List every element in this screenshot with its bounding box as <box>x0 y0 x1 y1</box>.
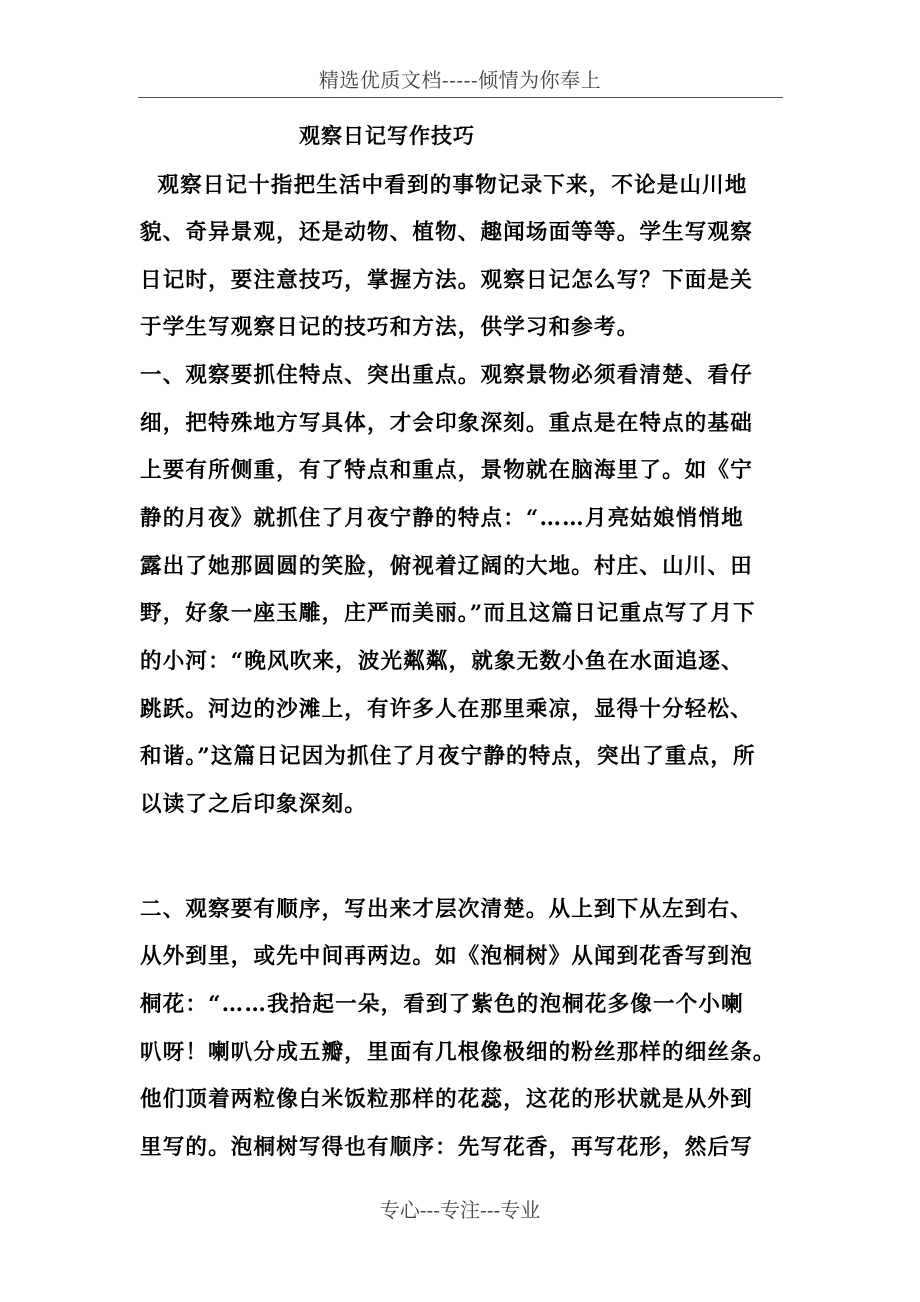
paragraph-line: 和谐。”这篇日记因为抓住了月夜宁静的特点，突出了重点，所 <box>140 744 756 769</box>
paragraph-line: 野，好象一座玉雕，庄严而美丽。”而且这篇日记重点写了月下 <box>140 601 756 626</box>
paragraph-line: 观察日记十指把生活中看到的事物记录下来，不论是山川地 <box>140 173 748 198</box>
paragraph-line: 的小河：“晚风吹来，波光粼粼，就象无数小鱼在水面追逐、 <box>140 649 744 674</box>
header-text: 精选优质文档-----倾情为你奉上 <box>318 68 602 92</box>
paragraph-line: 露出了她那圆圆的笑脸，俯视着辽阔的大地。村庄、山川、田 <box>140 554 753 579</box>
paragraph-line: 静的月夜》就抓住了月夜宁静的特点：“……月亮姑娘悄悄地 <box>140 506 744 531</box>
page-footer: 专心---专注---专业 <box>379 1198 541 1222</box>
paragraph-line: 从外到里，或先中间再两边。如《泡桐树》从闻到花香写到泡 <box>140 944 753 969</box>
paragraph-line: 叭呀！喇叭分成五瓣，里面有几根像极细的粉丝那样的细丝条。 <box>140 1040 776 1065</box>
paragraph-line: 于学生写观察日记的技巧和方法，供学习和参考。 <box>140 315 640 340</box>
paragraph-line: 一、观察要抓住特点、突出重点。观察景物必须看清楚、看仔 <box>140 363 753 388</box>
paragraph-line: 细，把特殊地方写具体，才会印象深刻。重点是在特点的基础 <box>140 411 753 436</box>
paragraph-line: 里写的。泡桐树写得也有顺序：先写花香，再写花形，然后写 <box>140 1135 753 1160</box>
header-divider <box>138 97 783 98</box>
paragraph-line: 跳跃。河边的沙滩上，有许多人在那里乘凉，显得十分轻松、 <box>140 697 753 722</box>
paragraph-line: 貌、奇异景观，还是动物、植物、趣闻场面等等。学生写观察 <box>140 220 753 245</box>
paragraph-line: 二、观察要有顺序，写出来才层次清楚。从上到下从左到右、 <box>140 897 753 922</box>
paragraph-line: 他们顶着两粒像白米饭粒那样的花蕊，这花的形状就是从外到 <box>140 1087 753 1112</box>
paragraph-line: 桐花：“……我拾起一朵，看到了紫色的泡桐花多像一个小喇 <box>140 992 744 1017</box>
paragraph-line: 以读了之后印象深刻。 <box>140 792 368 817</box>
paragraph-line: 日记时，要注意技巧，掌握方法。观察日记怎么写？下面是关 <box>140 268 753 293</box>
paragraph-line: 上要有所侧重，有了特点和重点，景物就在脑海里了。如《宁 <box>140 458 753 483</box>
document-title: 观察日记写作技巧 <box>299 123 475 148</box>
